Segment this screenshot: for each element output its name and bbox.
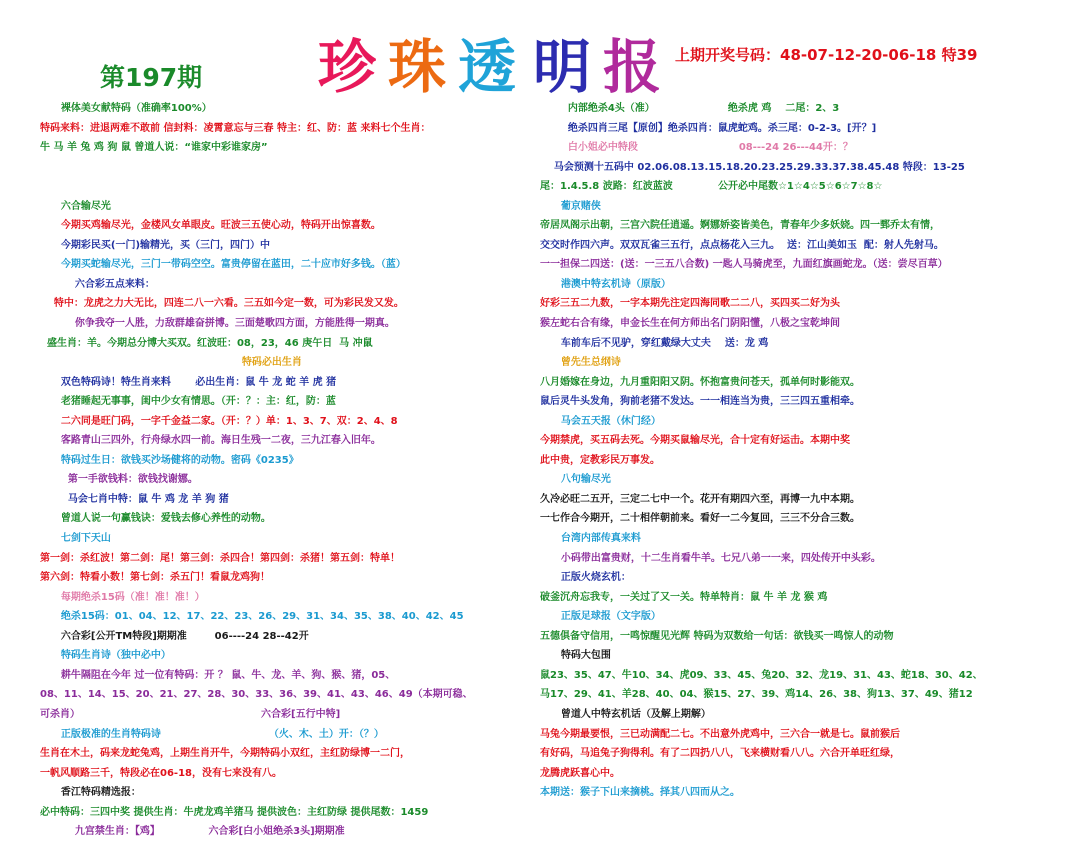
- text-line: 小码带出富贵财，十二生肖看牛羊。七兄八弟一一来，四处传开中头彩。: [540, 552, 881, 564]
- text-line: 曾道人说一句赢钱诀：爱钱去修心养性的动物。: [40, 513, 271, 525]
- text-line: 马会五天报（休门经）: [540, 415, 661, 427]
- title-char: 报: [603, 33, 662, 101]
- text-line: 可杀肖） 六合彩[五行中特]: [40, 708, 341, 720]
- text-line: 尾：1.4.5.8 波路：红波蓝波 公开必中尾数☆1☆4☆5☆6☆7☆8☆: [540, 181, 883, 193]
- text-line: 破釜沉舟忘我专，一关过了又一关。特单特肖：鼠 牛 羊 龙 猴 鸡: [540, 591, 828, 603]
- text-line: 第一手欲钱料：欲钱找谢娜。: [40, 474, 198, 486]
- text-line: 二六同是旺门码，一字千金益二家。（开：？）单：1、3、7、双：2、4、8: [40, 415, 398, 427]
- text-line: 香江特码精选报：: [40, 787, 141, 799]
- text-line: 特中：龙虎之力大无比，四连二八一六看。三五如今定一数，可为彩民发又发。: [40, 298, 404, 310]
- text-line: 鼠后灵牛头发角，狗前老猪不发达。一一相连当为贵，三三四五重相牵。: [540, 396, 860, 408]
- title-char: 珍: [318, 33, 377, 101]
- text-line: 久冷必旺二五开，三定二七中一个。花开有期四六至，再博一九中本期。: [540, 493, 860, 505]
- text-line: 八句输尽光: [540, 474, 611, 486]
- text-line: 五德俱备守信用，一鸣惊醒见光辉 特码为双数给一句话：欲钱买一鸣惊人的动物: [540, 630, 894, 642]
- text-line: 有好码，马追兔子狗得利。有了二四扔八八，飞来横财看八八。六合开单旺红绿，: [540, 748, 900, 760]
- text-line: 第六剑：特看小数！第七剑：杀五门！看鼠龙鸡狗！: [40, 572, 270, 584]
- text-line: 正版火烧玄机：: [540, 572, 631, 584]
- text-line: 你争我夺一人胜，力敌群雄奋拼博。三面楚歌四方面，方能胜得一期真。: [40, 318, 395, 330]
- text-line: 六合彩五点来料：: [40, 278, 155, 290]
- text-line: 八月婚嫁在身边，九月重阳阳又阴。怀抱富贵问苍天，孤单何时影能双。: [540, 376, 860, 388]
- text-line: 今期买鸡输尽光，金楼风女单眼皮。旺波三五使心动，特码开出惊喜数。: [40, 220, 381, 232]
- text-line: 六合彩[公开TM特段]期期准 06----24 28--42开: [40, 630, 309, 642]
- text-line: 第一剑：杀红波！第二剑：尾！第三剑：杀四合！第四剑：杀猪！第五剑：特单！: [40, 552, 400, 564]
- text-line: 每期绝杀15码（准！准！准！）: [40, 591, 205, 603]
- text-line: 裸体美女献特码（准确率100%）: [40, 103, 212, 114]
- text-line: 帝居凤阁示出朝，三宫六院任逍遥。婀娜娇姿皆美色，青春年少多妖娆。四一鄄乔太有情，: [540, 220, 940, 232]
- text-line: [40, 177, 530, 197]
- text-line: 龙腾虎跃喜心中。: [540, 767, 620, 779]
- right-column: [540, 99, 1045, 803]
- text-line: 必中特码：三四中奖 提供生肖：牛虎龙鸡羊猪马 提供波色：主红防绿 提供尾数：1459: [40, 806, 429, 818]
- text-line: 正版足球报（文字版）: [540, 611, 661, 623]
- text-line: 六合输尽光: [40, 200, 111, 212]
- text-line: 正版极准的生肖特码诗 （火、木、土）开：（？）: [40, 728, 384, 740]
- text-line: 白小姐必中特段 08---24 26---44开：？: [540, 142, 853, 154]
- text-line: 车前车后不见驴，穿红戴绿大丈夫 送：龙 鸡: [540, 337, 769, 349]
- text-line: 绝杀四肖三尾【原创】绝杀四肖：鼠虎蛇鸡。杀三尾：0-2-3。[开？]: [540, 122, 877, 134]
- text-line: 客路青山三四外，行舟绿水四一前。海日生残一二夜，三九江春入旧年。: [40, 435, 381, 447]
- text-line: 老猪睡起无事事，闺中少女有情思。（开：？：主：红，防：蓝: [40, 396, 336, 408]
- text-line: 台湾内部传真来料: [540, 533, 641, 545]
- text-line: 今期禁虎，买五码去死。今期买鼠输尽光，合十定有好运击。本期中奖: [540, 435, 850, 447]
- title-char: 珠: [388, 33, 447, 101]
- title-char: 透: [458, 33, 517, 101]
- text-line: 曾先生总纲诗: [540, 357, 621, 369]
- text-line: 一帆风顺路三千，特段必在06-18，没有七来没有八。: [40, 767, 282, 779]
- text-line: 盛生肖：羊。今期总分博大买双。红波旺：08，23，46 庚午日 马 冲鼠: [40, 337, 373, 349]
- text-line: 马会预测十五码中 02.06.08.13.15.18.20.23.25.29.33.37.38.45.48 特段：13-25: [540, 161, 965, 173]
- previous-draw-result: 上期开奖号码：48-07-12-20-06-18 特39: [675, 46, 978, 64]
- text-line: 本期送：猴子下山来摘桃。择其八四而从之。: [540, 787, 740, 799]
- text-line: 一一担保二四送：(送：一三五八合数) 一匙人马骑虎至，九面红旗画蛇龙。（送：尝尽百草）: [540, 259, 948, 271]
- text-line: 特码大包围: [540, 650, 611, 662]
- text-line: 特码过生日：欲钱买沙场健将的动物。密码《0235》: [40, 454, 299, 466]
- text-line: 马会七肖中特：鼠 牛 鸡 龙 羊 狗 猪: [40, 493, 229, 505]
- text-line: 双色特码诗！特生肖来料 必出生肖：鼠 牛 龙 蛇 羊 虎 猪: [40, 376, 337, 388]
- text-line: 耕牛隔阻在今年 过一位有特码：开 ？ 鼠、牛、龙、羊、狗、猴、猪，05、: [40, 669, 396, 681]
- text-line: 九宫禁生肖：【鸡】 六合彩[白小姐绝杀3头]期期准: [40, 826, 345, 838]
- issue-number: 第197期: [100, 63, 203, 92]
- text-line: 七剑下天山: [40, 533, 111, 545]
- text-line: [40, 158, 530, 178]
- text-line: 一七作合今期开，二十相伴朝前来。看好一二今复回，三三不分合三数。: [540, 513, 860, 525]
- text-line: 此中贵，定教彩民万事发。: [540, 454, 660, 466]
- text-line: 生肖在木土，码来龙蛇兔鸡，上期生肖开牛，今期特码小双红，主红防绿博一二门，: [40, 748, 410, 760]
- text-line: 绝杀15码：01、04、12、17、22、23、26、29、31、34、35、38、40、42、45: [40, 611, 464, 623]
- text-line: 特码生肖诗（独中必中）: [40, 650, 171, 662]
- text-line: 葡京赌侠: [540, 200, 601, 212]
- title-char: 明: [533, 33, 592, 101]
- left-column: [40, 99, 530, 842]
- text-line: 特码来料：进退两难不敢前 信封料：凌霄意忘与三春 特主：红、防：蓝 来料七个生肖：: [40, 122, 431, 134]
- text-line: 特码必出生肖: [40, 357, 302, 369]
- text-line: 今期彩民买(一门)输精光，买（三门，四门）中: [40, 239, 271, 251]
- text-line: 08、11、14、15、20、21、27、28、30、33、36、39、41、43、46、49（本期可稳、: [40, 689, 473, 701]
- text-line: 交交时作四六声。双双瓦雀三五行，点点杨花入三九。 送：江山美如玉 配：射人先射马。: [540, 239, 944, 251]
- text-line: 马17、29、41、羊28、40、04、猴15、27、39、鸡14、26、38、狗13、37、49、猪12: [540, 689, 973, 701]
- text-line: 猴左蛇右合有缘，申金长生在何方师出名门阴阳懂，八极之宝乾坤间: [540, 318, 840, 330]
- text-line: 牛 马 羊 兔 鸡 狗 鼠 曾道人说：“谁家中彩谁家房”: [40, 142, 268, 154]
- text-line: 港澳中特玄机诗（原版）: [540, 278, 671, 290]
- text-line: 内部绝杀4头（准） 绝杀虎 鸡 二尾：2、3: [540, 103, 840, 114]
- text-line: 曾道人中特玄机话（及解上期解）: [540, 708, 711, 720]
- text-line: 今期买蛇输尽光，三门一带码空空。富贵停留在蓝田，二十应市好多钱。（蓝）: [40, 259, 406, 271]
- text-line: 马兔今期最要恨，三已动满配二七。不出意外虎鸡中，三六合一就是七。鼠前猴后: [540, 728, 900, 740]
- text-line: 好彩三五二九数，一字本期先注定四海同歌二二八，买四买二好为头: [540, 298, 840, 310]
- text-line: 鼠23、35、47、牛10、34、虎09、33、45、兔20、32、龙19、31、43、蛇18、30、42、: [540, 669, 983, 681]
